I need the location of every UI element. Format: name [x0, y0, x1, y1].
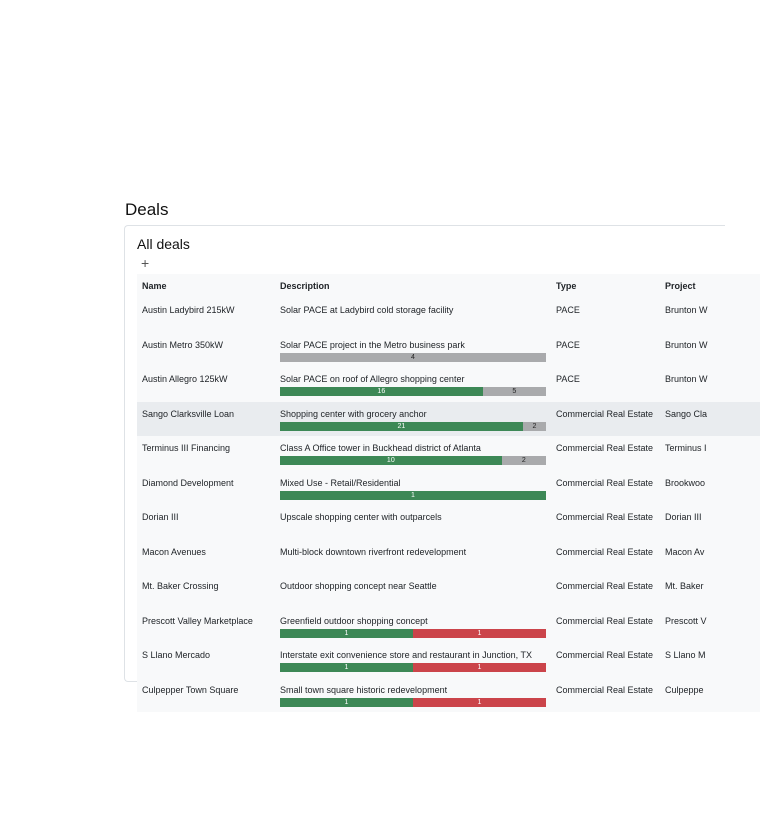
deal-type-cell: Commercial Real Estate — [556, 615, 654, 626]
deal-description-text: Interstate exit convenience store and restaurant in Junction, TX — [280, 650, 532, 660]
page-title: Deals — [125, 200, 169, 219]
table-header-row — [137, 274, 760, 298]
deal-name-cell[interactable]: Austin Metro 350kW — [142, 339, 224, 350]
deal-project-cell[interactable]: Mt. Baker — [665, 581, 704, 591]
status-progress-bar[interactable] — [280, 698, 546, 707]
deal-description-cell — [275, 643, 551, 678]
deal-type-cell: Commercial Real Estate — [556, 581, 654, 591]
progress-segment-green[interactable]: 1 — [280, 698, 413, 707]
deal-description-text: Upscale shopping center with outparcels — [280, 512, 442, 522]
deal-description-cell — [275, 436, 551, 471]
deal-description-cell — [275, 367, 551, 402]
deal-type-cell: PACE — [556, 339, 580, 350]
deal-type-cell: Commercial Real Estate — [556, 443, 654, 453]
deal-name-cell[interactable]: Austin Ladybird 215kW — [142, 305, 235, 315]
table-row[interactable] — [137, 298, 760, 333]
table-row[interactable] — [137, 678, 760, 713]
deal-type-cell: PACE — [556, 374, 580, 384]
deal-description-cell — [275, 678, 551, 713]
table-row[interactable] — [137, 333, 760, 368]
deal-type-cell: Commercial Real Estate — [556, 684, 654, 695]
deal-project-cell[interactable]: Brunton W — [665, 339, 708, 350]
deal-description-text: Multi-block downtown riverfront redevelopment — [280, 546, 467, 557]
column-header-project[interactable]: Project — [660, 274, 760, 298]
deal-type-cell: Commercial Real Estate — [556, 408, 654, 419]
table-row[interactable] — [137, 367, 760, 402]
status-progress-bar[interactable] — [280, 387, 546, 396]
deal-name-cell[interactable]: Prescott Valley Marketplace — [142, 615, 253, 626]
progress-segment-gray[interactable]: 5 — [483, 387, 546, 396]
progress-segment-gray[interactable]: 2 — [502, 456, 546, 465]
table-row[interactable] — [137, 540, 760, 575]
deal-project-cell[interactable]: Brunton W — [665, 305, 708, 315]
deal-type-cell: Commercial Real Estate — [556, 650, 654, 660]
progress-segment-red[interactable]: 1 — [413, 663, 546, 672]
deal-project-cell[interactable]: S Llano M — [665, 650, 706, 660]
deal-description-cell — [275, 298, 551, 333]
column-header-type[interactable]: Type — [551, 274, 660, 298]
add-deal-button[interactable]: + — [141, 255, 150, 271]
deal-project-cell[interactable]: Culpeppe — [665, 684, 704, 695]
deal-type-cell: Commercial Real Estate — [556, 512, 654, 522]
deal-project-cell[interactable]: Brookwoo — [665, 477, 706, 488]
deal-description-cell — [275, 402, 551, 437]
deal-description-cell — [275, 609, 551, 644]
card-title: All deals — [137, 236, 190, 252]
status-progress-bar[interactable] — [280, 456, 546, 465]
deal-name-cell[interactable]: Austin Allegro 125kW — [142, 374, 228, 384]
deal-project-cell[interactable]: Macon Av — [665, 546, 705, 557]
progress-segment-green[interactable]: 1 — [280, 663, 413, 672]
table-row[interactable] — [137, 643, 760, 678]
column-header-name[interactable]: Name — [137, 274, 275, 298]
deal-description-cell — [275, 505, 551, 540]
deal-project-cell[interactable]: Dorian III — [665, 512, 702, 522]
status-progress-bar[interactable] — [280, 353, 546, 362]
deal-description-text: Mixed Use - Retail/Residential — [280, 477, 401, 488]
progress-segment-gray[interactable]: 2 — [523, 422, 546, 431]
deal-name-cell[interactable]: S Llano Mercado — [142, 650, 211, 660]
deal-project-cell[interactable]: Prescott V — [665, 615, 707, 626]
deal-name-cell[interactable]: Terminus III Financing — [142, 443, 231, 453]
status-progress-bar[interactable] — [280, 663, 546, 672]
deal-project-cell[interactable]: Brunton W — [665, 374, 708, 384]
deal-name-cell[interactable]: Sango Clarksville Loan — [142, 408, 235, 419]
deals-card — [124, 225, 725, 706]
deal-name-cell[interactable]: Culpepper Town Square — [142, 684, 239, 695]
deal-name-cell[interactable]: Mt. Baker Crossing — [142, 581, 219, 591]
deal-type-cell: PACE — [556, 305, 580, 315]
deal-project-cell[interactable]: Sango Cla — [665, 408, 708, 419]
progress-segment-green[interactable]: 21 — [280, 422, 523, 431]
deal-name-cell[interactable]: Dorian III — [142, 512, 179, 522]
deal-name-cell[interactable]: Diamond Development — [142, 477, 234, 488]
progress-segment-red[interactable]: 1 — [413, 629, 546, 638]
progress-segment-green[interactable]: 1 — [280, 629, 413, 638]
deal-description-cell — [275, 471, 551, 506]
deal-description-cell — [275, 333, 551, 368]
deal-type-cell: Commercial Real Estate — [556, 477, 654, 488]
deal-description-cell — [275, 574, 551, 609]
deal-description-text: Solar PACE at Ladybird cold storage facility — [280, 305, 454, 315]
progress-segment-gray[interactable]: 4 — [280, 353, 546, 362]
table-row[interactable] — [137, 505, 760, 540]
column-header-description[interactable]: Description — [275, 274, 551, 298]
deal-description-text: Solar PACE project in the Metro business park — [280, 339, 465, 350]
deal-description-text: Shopping center with grocery anchor — [280, 408, 427, 419]
deal-project-cell[interactable]: Terminus I — [665, 443, 707, 453]
table-row[interactable] — [137, 402, 760, 437]
status-progress-bar[interactable] — [280, 629, 546, 638]
table-row[interactable] — [137, 574, 760, 609]
deals-table — [137, 274, 760, 712]
progress-segment-green[interactable]: 10 — [280, 456, 502, 465]
deal-description-cell — [275, 540, 551, 575]
deal-type-cell: Commercial Real Estate — [556, 546, 654, 557]
deal-description-text: Small town square historic redevelopment — [280, 684, 448, 695]
deal-description-text: Solar PACE on roof of Allegro shopping center — [280, 374, 465, 384]
table-row[interactable] — [137, 471, 760, 506]
progress-segment-red[interactable]: 1 — [413, 698, 546, 707]
progress-segment-green[interactable]: 1 — [280, 491, 546, 500]
status-progress-bar[interactable] — [280, 491, 546, 500]
deal-name-cell[interactable]: Macon Avenues — [142, 546, 206, 557]
table-row[interactable] — [137, 436, 760, 471]
progress-segment-green[interactable]: 16 — [280, 387, 483, 396]
table-row[interactable] — [137, 609, 760, 644]
deal-description-text: Greenfield outdoor shopping concept — [280, 615, 428, 626]
table-body — [137, 298, 760, 712]
deal-description-text: Outdoor shopping concept near Seattle — [280, 581, 437, 591]
status-progress-bar[interactable] — [280, 422, 546, 431]
deal-description-text: Class A Office tower in Buckhead district of Atlanta — [280, 443, 481, 453]
